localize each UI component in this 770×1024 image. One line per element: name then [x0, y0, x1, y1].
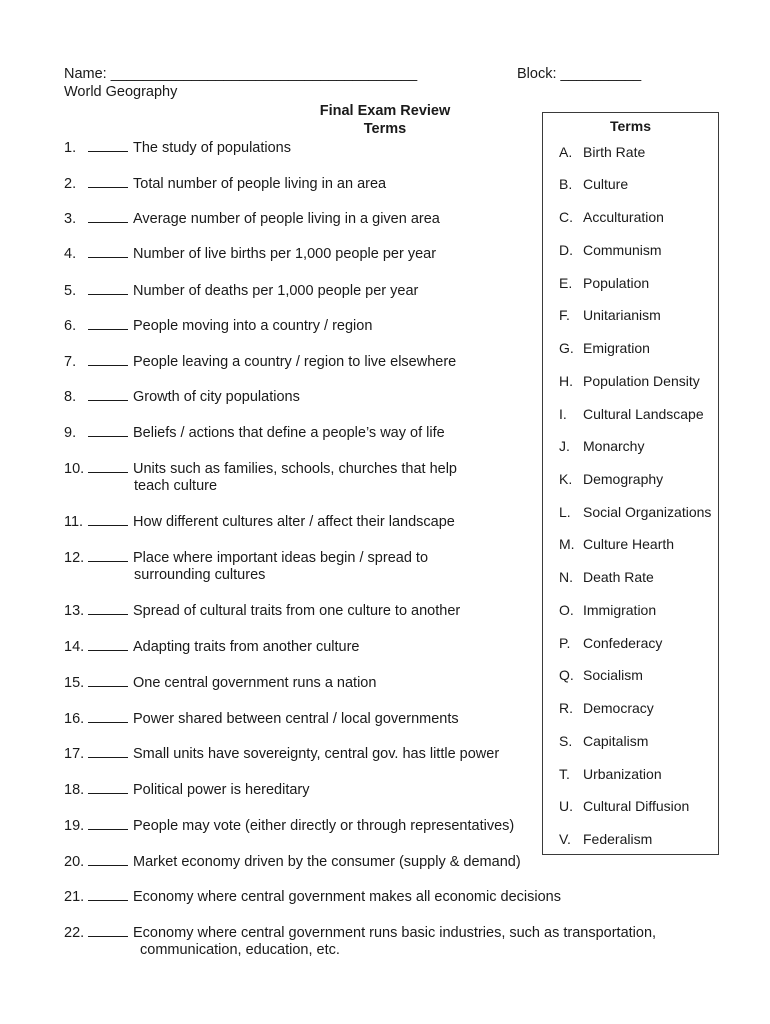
question-number: 21. — [64, 889, 85, 905]
answer-blank[interactable] — [88, 210, 128, 223]
term-item — [559, 176, 628, 192]
term-label: Social Organizations — [583, 504, 712, 520]
question-item — [64, 638, 359, 655]
answer-blank[interactable] — [88, 424, 128, 437]
course-name: World Geography — [64, 84, 178, 100]
term-label: Unitarianism — [583, 307, 661, 323]
answer-blank[interactable] — [88, 139, 128, 152]
term-label: Acculturation — [583, 209, 664, 225]
answer-blank[interactable] — [88, 175, 128, 188]
term-letter: R. — [559, 700, 573, 716]
name-line[interactable]: ______________________________________ — [110, 66, 418, 82]
question-text: Total number of people living in an area — [133, 176, 387, 192]
name-label: Name: — [64, 66, 107, 82]
term-label: Population Density — [583, 373, 700, 389]
question-text: Power shared between central / local governments — [133, 711, 459, 727]
term-letter: B. — [559, 176, 573, 192]
answer-blank[interactable] — [88, 674, 128, 687]
question-item — [64, 245, 436, 262]
answer-blank[interactable] — [88, 282, 128, 295]
term-label: Confederacy — [583, 635, 663, 651]
term-item — [559, 471, 663, 487]
question-item — [64, 460, 457, 494]
question-number: 1. — [64, 140, 77, 156]
term-label: Cultural Landscape — [583, 406, 704, 422]
question-text: Small units have sovereignty, central gov. has little power — [133, 746, 500, 762]
answer-blank[interactable] — [88, 353, 128, 366]
question-number: 19. — [64, 818, 85, 834]
question-number: 7. — [64, 354, 77, 370]
term-letter: J. — [559, 438, 570, 454]
term-letter: T. — [559, 766, 570, 782]
term-letter: Q. — [559, 667, 574, 683]
question-item — [64, 353, 456, 370]
term-item — [559, 766, 662, 782]
answer-blank[interactable] — [88, 245, 128, 258]
term-item — [559, 307, 661, 323]
block-field[interactable] — [517, 66, 641, 82]
page-title: Final Exam Review — [319, 103, 451, 119]
term-label: Monarchy — [583, 438, 645, 454]
term-label: Culture Hearth — [583, 536, 675, 552]
term-letter: K. — [559, 471, 573, 487]
page-subtitle: Terms — [363, 121, 407, 137]
question-number: 12. — [64, 550, 85, 566]
question-item — [64, 210, 440, 227]
question-text: Beliefs / actions that define a people’s way of life — [133, 425, 445, 441]
term-label: Death Rate — [583, 569, 654, 585]
question-number: 18. — [64, 782, 85, 798]
question-item — [64, 710, 459, 727]
term-letter: F. — [559, 307, 570, 323]
term-item — [559, 209, 664, 225]
term-label: Capitalism — [583, 733, 649, 749]
question-number: 13. — [64, 603, 85, 619]
term-letter: H. — [559, 373, 573, 389]
question-item — [64, 388, 300, 405]
question-text: One central government runs a nation — [133, 675, 377, 691]
question-number: 2. — [64, 176, 77, 192]
term-letter: U. — [559, 798, 573, 814]
question-text: Average number of people living in a given area — [133, 211, 440, 227]
question-number: 11. — [64, 514, 84, 530]
answer-blank[interactable] — [88, 388, 128, 401]
term-label: Federalism — [583, 831, 653, 847]
answer-blank[interactable] — [88, 853, 128, 866]
question-number: 20. — [64, 854, 85, 870]
term-letter: C. — [559, 209, 573, 225]
term-letter: E. — [559, 275, 573, 291]
term-letter: S. — [559, 733, 573, 749]
question-text: Number of deaths per 1,000 people per year — [133, 283, 419, 299]
term-label: Population — [583, 275, 650, 291]
question-number: 15. — [64, 675, 85, 691]
term-letter: D. — [559, 242, 573, 258]
terms-box — [542, 112, 719, 855]
term-letter: P. — [559, 635, 571, 651]
term-label: Culture — [583, 176, 629, 192]
term-label: Urbanization — [583, 766, 662, 782]
terms-box-title: Terms — [610, 118, 651, 134]
term-item — [559, 569, 654, 585]
block-line[interactable]: __________ — [560, 66, 642, 82]
question-number: 5. — [64, 283, 77, 299]
term-item — [559, 602, 656, 618]
answer-blank[interactable] — [88, 549, 128, 562]
question-text: The study of populations — [133, 140, 291, 156]
term-label: Democracy — [583, 700, 654, 716]
term-item — [559, 275, 649, 291]
term-item — [559, 406, 704, 422]
question-text-cont: communication, education, etc. — [140, 942, 340, 958]
term-letter: V. — [559, 831, 571, 847]
term-item — [559, 340, 650, 356]
term-item — [559, 798, 689, 814]
question-item — [64, 674, 376, 691]
term-label: Birth Rate — [583, 144, 646, 160]
question-item — [64, 924, 656, 958]
answer-blank[interactable] — [88, 513, 128, 526]
term-letter: N. — [559, 569, 573, 585]
term-letter: M. — [559, 536, 575, 552]
answer-blank[interactable] — [88, 745, 128, 758]
term-label: Demography — [583, 471, 664, 487]
answer-blank[interactable] — [88, 460, 128, 473]
question-item — [64, 888, 561, 905]
question-number: 14. — [64, 639, 85, 655]
term-letter: I. — [559, 406, 567, 422]
answer-blank[interactable] — [88, 317, 128, 330]
term-item — [559, 144, 645, 160]
term-item — [559, 831, 652, 847]
question-number: 22. — [64, 925, 85, 941]
question-item — [64, 549, 428, 583]
question-text-cont: teach culture — [134, 478, 218, 494]
answer-blank[interactable] — [88, 924, 128, 937]
name-field[interactable] — [64, 66, 417, 82]
answer-blank[interactable] — [88, 888, 128, 901]
term-letter: L. — [559, 504, 571, 520]
term-item — [559, 536, 674, 552]
term-item — [559, 242, 662, 258]
answer-blank[interactable] — [88, 781, 128, 794]
question-text: How different cultures alter / affect their landscape — [133, 514, 455, 530]
answer-blank[interactable] — [88, 602, 128, 615]
question-item — [64, 317, 372, 334]
question-number: 6. — [64, 318, 77, 334]
question-number: 8. — [64, 389, 77, 405]
question-number: 10. — [64, 461, 85, 477]
question-text: Political power is hereditary — [133, 782, 310, 798]
question-item — [64, 853, 521, 870]
question-text: Number of live births per 1,000 people per year — [133, 246, 437, 262]
question-text: People may vote (either directly or through representatives) — [133, 818, 515, 834]
question-item — [64, 282, 418, 299]
question-text: Economy where central government runs basic industries, such as transportation, — [133, 925, 657, 941]
question-text: Units such as families, schools, churches that help — [133, 461, 457, 477]
question-text: Spread of cultural traits from one culture to another — [133, 603, 461, 619]
question-item — [64, 745, 499, 762]
term-item — [559, 438, 644, 454]
term-item — [559, 373, 700, 389]
question-item — [64, 513, 455, 530]
term-label: Emigration — [583, 340, 650, 356]
question-text: People moving into a country / region — [133, 318, 373, 334]
term-label: Socialism — [583, 667, 643, 683]
question-text: Place where important ideas begin / spread to — [133, 550, 429, 566]
question-text: Market economy driven by the consumer (supply & demand) — [133, 854, 521, 870]
question-text: Growth of city populations — [133, 389, 300, 405]
question-number: 17. — [64, 746, 85, 762]
term-item — [559, 504, 711, 520]
question-text-cont: surrounding cultures — [134, 567, 266, 583]
question-item — [64, 175, 386, 192]
question-number: 16. — [64, 711, 85, 727]
question-text: Adapting traits from another culture — [133, 639, 360, 655]
question-number: 4. — [64, 246, 77, 262]
answer-blank[interactable] — [88, 638, 128, 651]
term-label: Immigration — [583, 602, 657, 618]
term-letter: G. — [559, 340, 574, 356]
answer-blank[interactable] — [88, 817, 128, 830]
question-item — [64, 817, 514, 834]
question-item — [64, 602, 460, 619]
question-item — [64, 424, 445, 441]
answer-blank[interactable] — [88, 710, 128, 723]
term-label: Cultural Diffusion — [583, 798, 690, 814]
question-item — [64, 781, 310, 798]
term-letter: A. — [559, 144, 573, 160]
question-item — [64, 139, 291, 156]
term-item — [559, 733, 648, 749]
term-letter: O. — [559, 602, 574, 618]
term-item — [559, 700, 654, 716]
question-number: 9. — [64, 425, 77, 441]
question-text: Economy where central government makes all economic decisions — [133, 889, 561, 905]
term-label: Communism — [583, 242, 662, 258]
term-item — [559, 635, 662, 651]
block-label: Block: — [517, 66, 557, 82]
term-item — [559, 667, 643, 683]
question-number: 3. — [64, 211, 77, 227]
question-text: People leaving a country / region to live elsewhere — [133, 354, 457, 370]
